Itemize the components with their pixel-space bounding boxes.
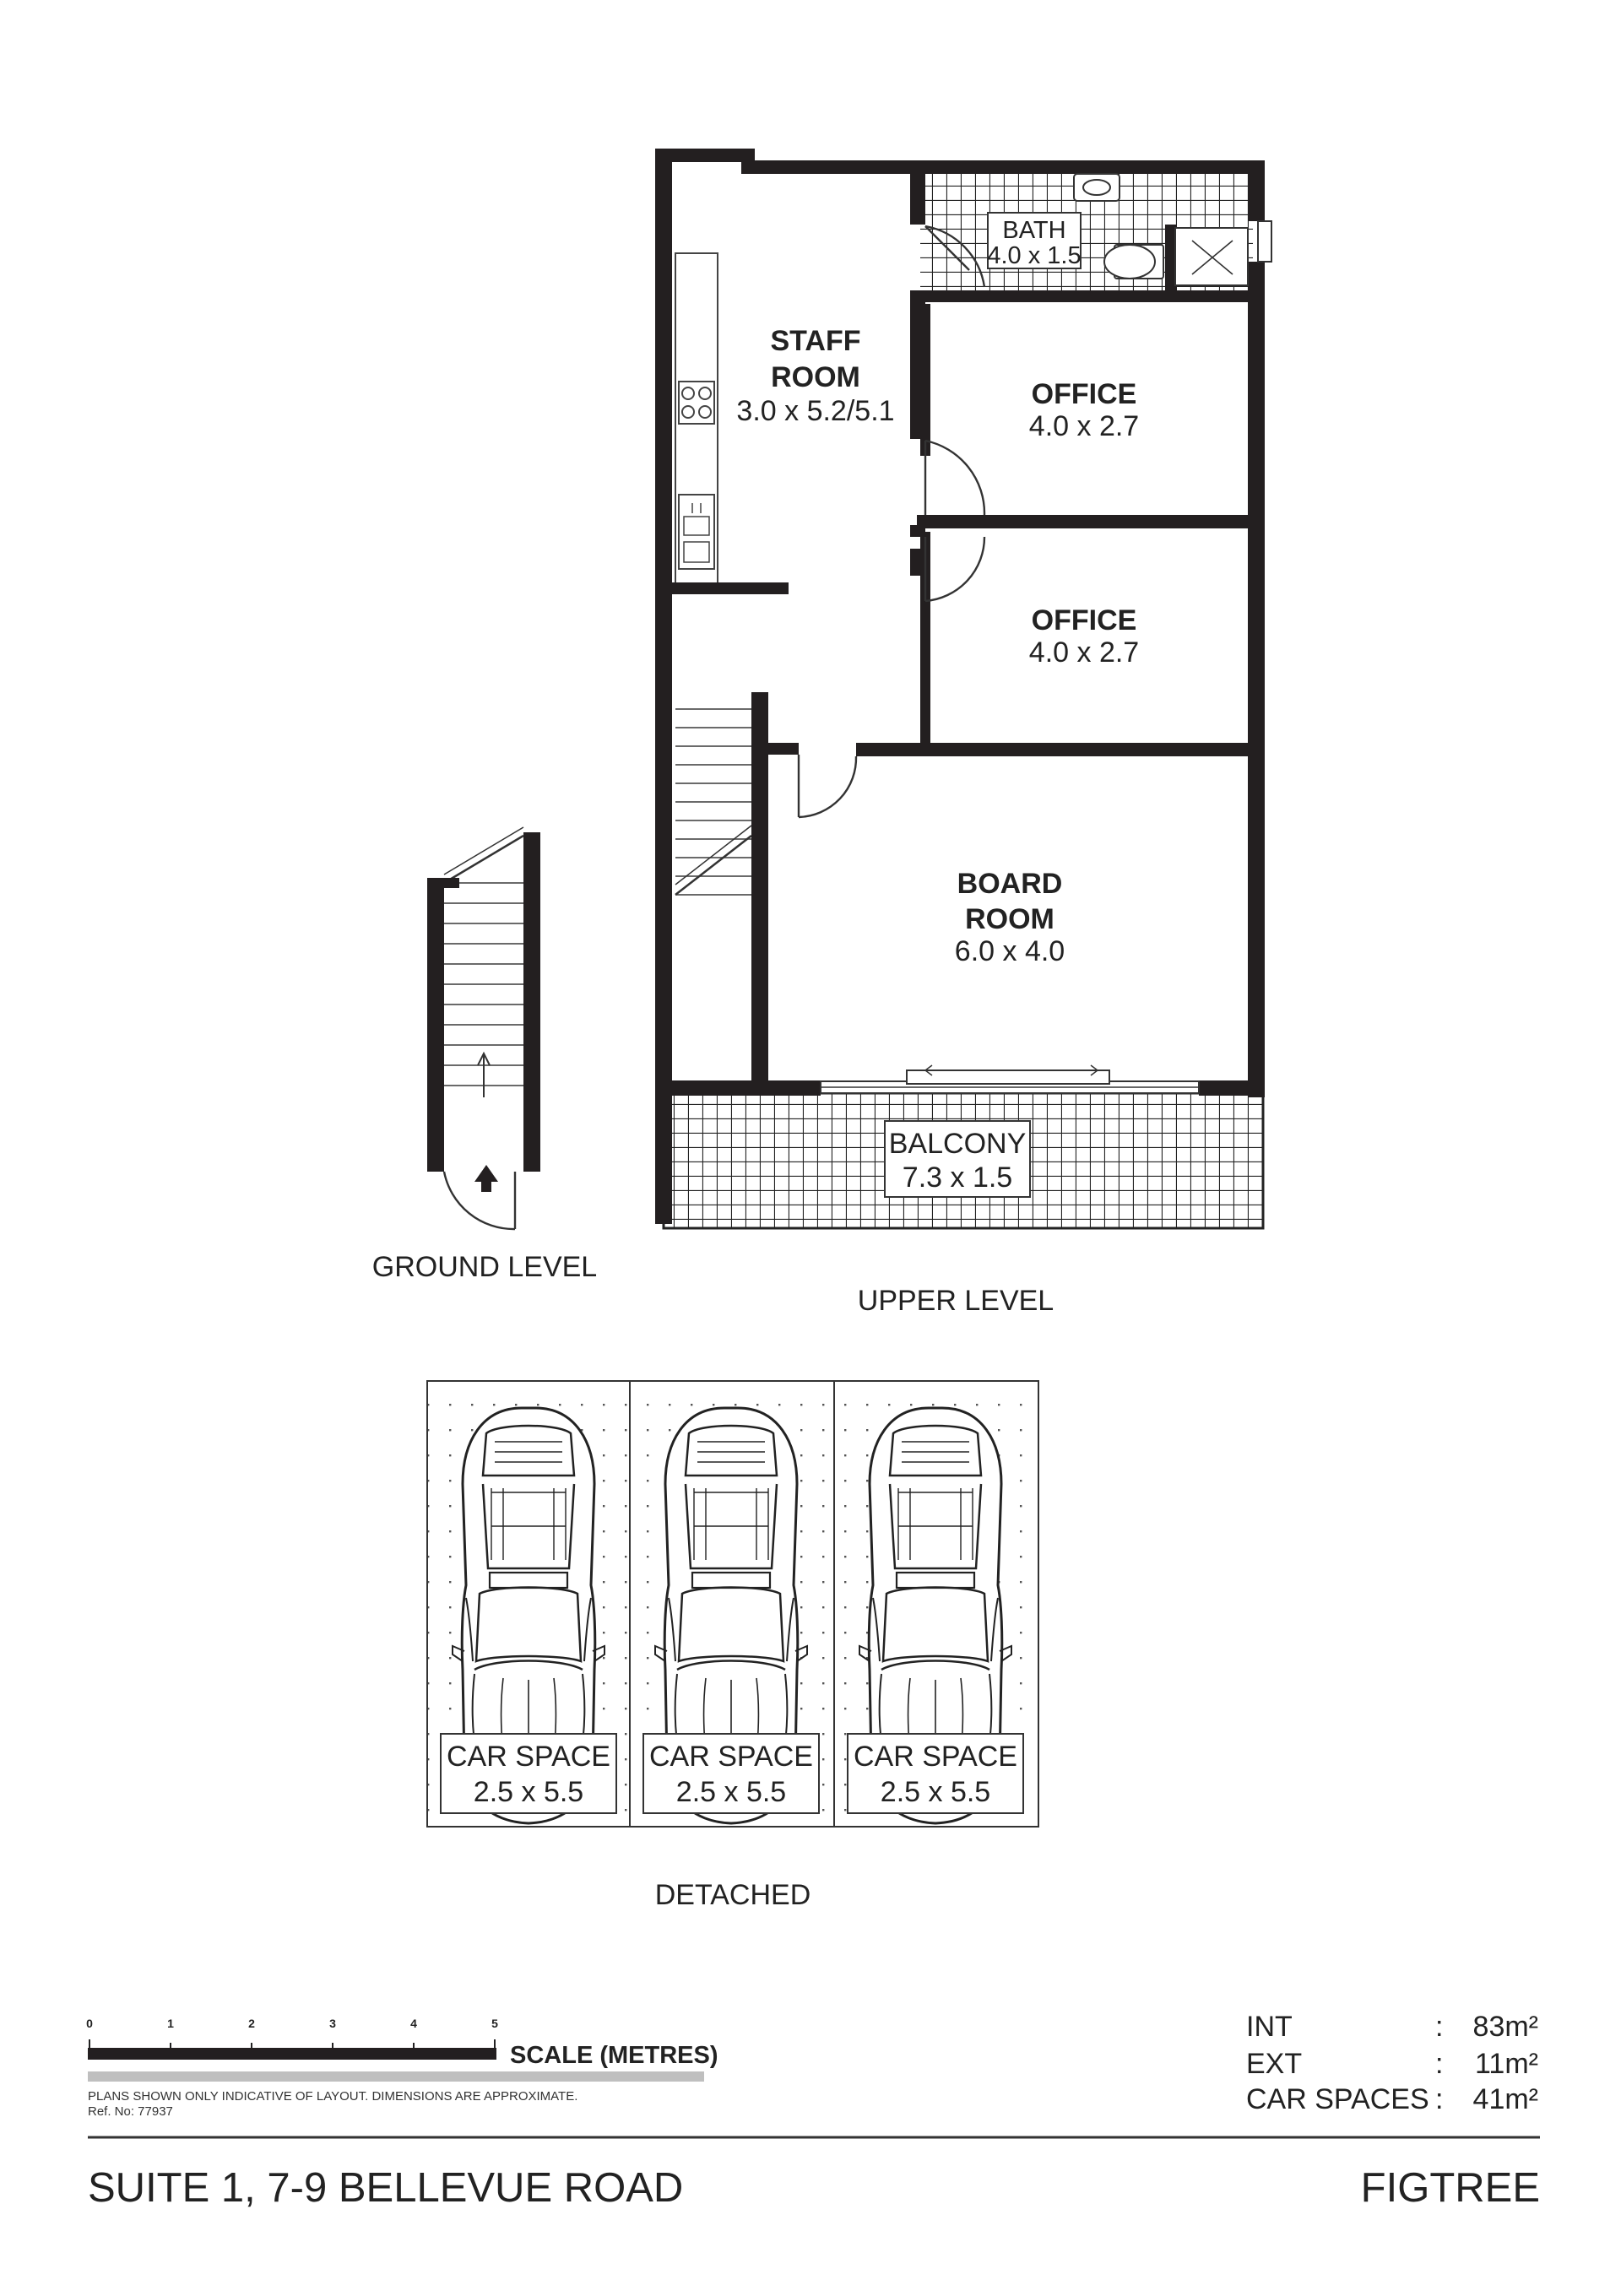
car-space-label-3 — [848, 1734, 1023, 1813]
car-space-label-2 — [643, 1734, 819, 1813]
car-space-2-name: CAR SPACE — [649, 1741, 813, 1773]
office-2-dims: 4.0 x 2.7 — [1028, 636, 1140, 669]
area-car-sep: : — [1435, 2083, 1444, 2115]
upper-level-plan — [655, 149, 1271, 1228]
office-1-dims: 4.0 x 2.7 — [1028, 410, 1140, 442]
area-int-value: 83m² — [1472, 2011, 1538, 2043]
car-space-label-1 — [441, 1734, 616, 1813]
detached-label: DETACHED — [654, 1879, 811, 1911]
balcony-name: BALCONY — [888, 1128, 1027, 1160]
scale-bar — [86, 2017, 718, 2082]
scale-tick-5: 5 — [491, 2017, 498, 2030]
area-int-sep: : — [1435, 2011, 1444, 2043]
board-room-name-2: ROOM — [965, 903, 1054, 935]
scale-tick-2: 2 — [248, 2017, 255, 2030]
suburb: FIGTREE — [1360, 2165, 1540, 2211]
board-room-dims: 6.0 x 4.0 — [954, 935, 1065, 967]
area-ext-sep: : — [1435, 2048, 1444, 2080]
board-room-name-1: BOARD — [957, 868, 1063, 900]
bath-name: BATH — [1002, 217, 1066, 244]
property-address: SUITE 1, 7-9 BELLEVUE ROAD — [88, 2165, 684, 2211]
upper-staircase — [675, 709, 753, 1074]
area-car-value: 41m² — [1472, 2083, 1538, 2115]
area-int-label: INT — [1246, 2011, 1293, 2043]
office-1-name: OFFICE — [1031, 378, 1137, 410]
up-arrow-icon — [474, 1165, 498, 1192]
office-2-name: OFFICE — [1031, 604, 1137, 636]
area-ext-value: 11m² — [1475, 2048, 1538, 2080]
car-space-2-dims: 2.5 x 5.5 — [675, 1776, 787, 1808]
balcony-label-box — [885, 1121, 1030, 1197]
scale-tick-0: 0 — [86, 2017, 93, 2030]
area-summary — [1246, 2011, 1538, 2115]
car-space-1-name: CAR SPACE — [447, 1741, 610, 1773]
staff-room-dims: 3.0 x 5.2/5.1 — [736, 395, 895, 427]
car-spaces — [427, 1381, 1038, 1827]
reference-number: Ref. No: 77937 — [88, 2104, 173, 2119]
scale-tick-1: 1 — [167, 2017, 174, 2030]
balcony-dims: 7.3 x 1.5 — [902, 1162, 1013, 1194]
car-space-3-name: CAR SPACE — [854, 1741, 1017, 1773]
ground-level-label: GROUND LEVEL — [371, 1251, 598, 1283]
scale-tick-3: 3 — [329, 2017, 336, 2030]
scale-label: SCALE (METRES) — [510, 2042, 718, 2069]
kitchen-bench — [675, 253, 718, 584]
area-ext-label: EXT — [1246, 2048, 1303, 2080]
area-car-label: CAR SPACES — [1246, 2083, 1429, 2115]
car-space-1-dims: 2.5 x 5.5 — [473, 1776, 584, 1808]
staff-room-name-2: ROOM — [771, 361, 860, 393]
scale-tick-4: 4 — [410, 2017, 417, 2030]
bath-label-box — [987, 213, 1081, 269]
bath-dims: 4.0 x 1.5 — [987, 242, 1082, 269]
staff-room-name-1: STAFF — [770, 325, 861, 357]
disclaimer: PLANS SHOWN ONLY INDICATIVE OF LAYOUT. DIMENSIONS ARE APPROXIMATE. — [88, 2089, 578, 2104]
ground-level-plan — [427, 827, 540, 1229]
car-space-3-dims: 2.5 x 5.5 — [880, 1776, 991, 1808]
upper-level-label: UPPER LEVEL — [857, 1285, 1054, 1317]
